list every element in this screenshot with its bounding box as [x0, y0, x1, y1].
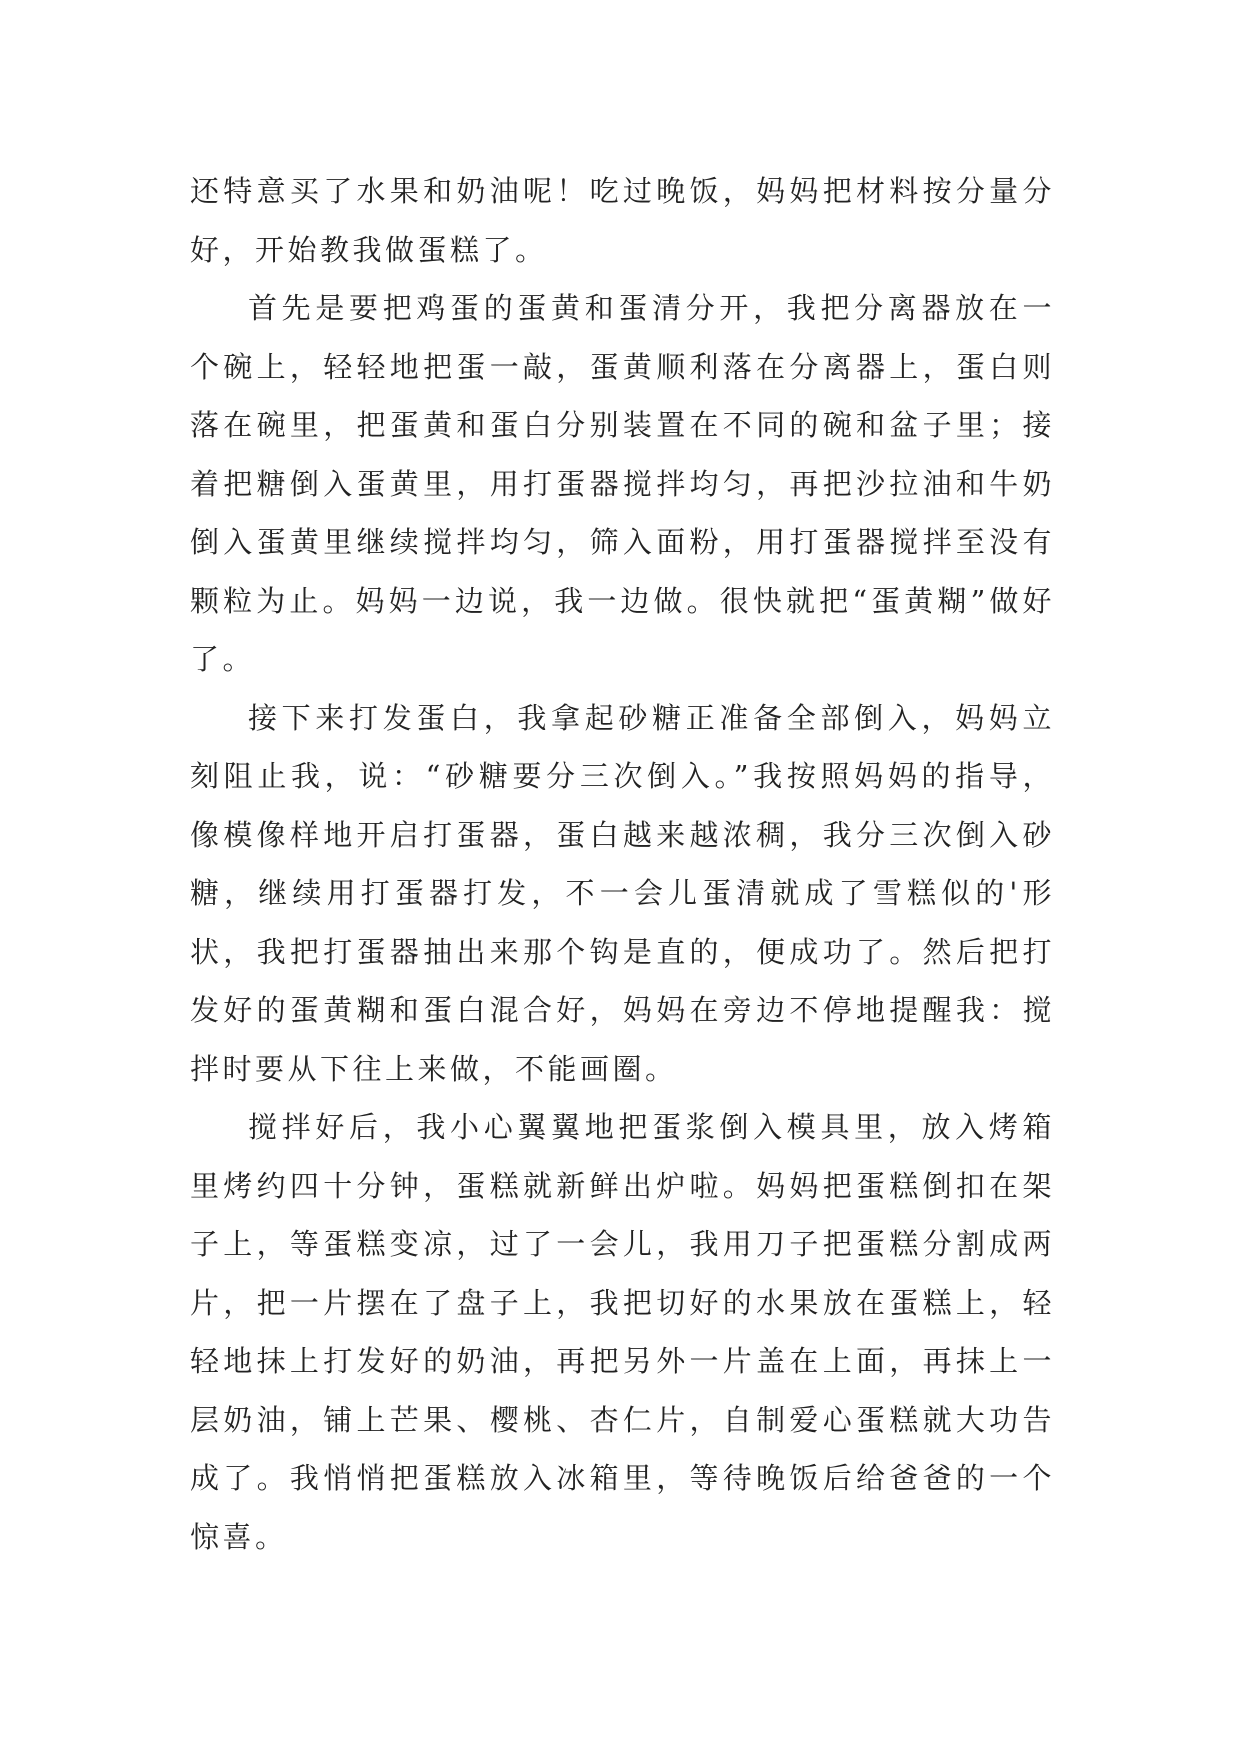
paragraph-1: 还特意买了水果和奶油呢！吃过晚饭，妈妈把材料按分量分好，开始教我做蛋糕了。: [190, 174, 1055, 267]
paragraph-2: 首先是要把鸡蛋的蛋黄和蛋清分开，我把分离器放在一个碗上，轻轻地把蛋一敲，蛋黄顺利落在分离器上，蛋白则落在碗里，把蛋黄和蛋白分别装置在不同的碗和盆子里；接着把糖倒入蛋黄里，用打蛋器搅拌均匀，再把沙拉油和牛奶倒入蛋黄里继续搅拌均匀，筛入面粉，用打蛋器搅拌至没有颗粒为止。妈妈一边说，我一边做。很快就把“蛋黄糊”做好了。: [190, 291, 1055, 676]
document-body: [190, 162, 1055, 1566]
paragraph-3: 接下来打发蛋白，我拿起砂糖正准备全部倒入，妈妈立刻阻止我，说：“砂糖要分三次倒入。”我按照妈妈的指导，像模像样地开启打蛋器，蛋白越来越浓稠，我分三次倒入砂糖，继续用打蛋器打发，不一会儿蛋清就成了雪糕似的'形状，我把打蛋器抽出来那个钩是直的，便成功了。然后把打发好的蛋黄糊和蛋白混合好，妈妈在旁边不停地提醒我：搅拌时要从下往上来做，不能画圈。: [190, 700, 1055, 1086]
paragraph-4: 搅拌好后，我小心翼翼地把蛋浆倒入模具里，放入烤箱里烤约四十分钟，蛋糕就新鲜出炉啦。妈妈把蛋糕倒扣在架子上，等蛋糕变凉，过了一会儿，我用刀子把蛋糕分割成两片，把一片摆在了盘子上，我把切好的水果放在蛋糕上，轻轻地抹上打发好的奶油，再把另外一片盖在上面，再抹上一层奶油，铺上芒果、樱桃、杏仁片，自制爱心蛋糕就大功告成了。我悄悄把蛋糕放入冰箱里，等待晚饭后给爸爸的一个惊喜。: [190, 1110, 1055, 1554]
